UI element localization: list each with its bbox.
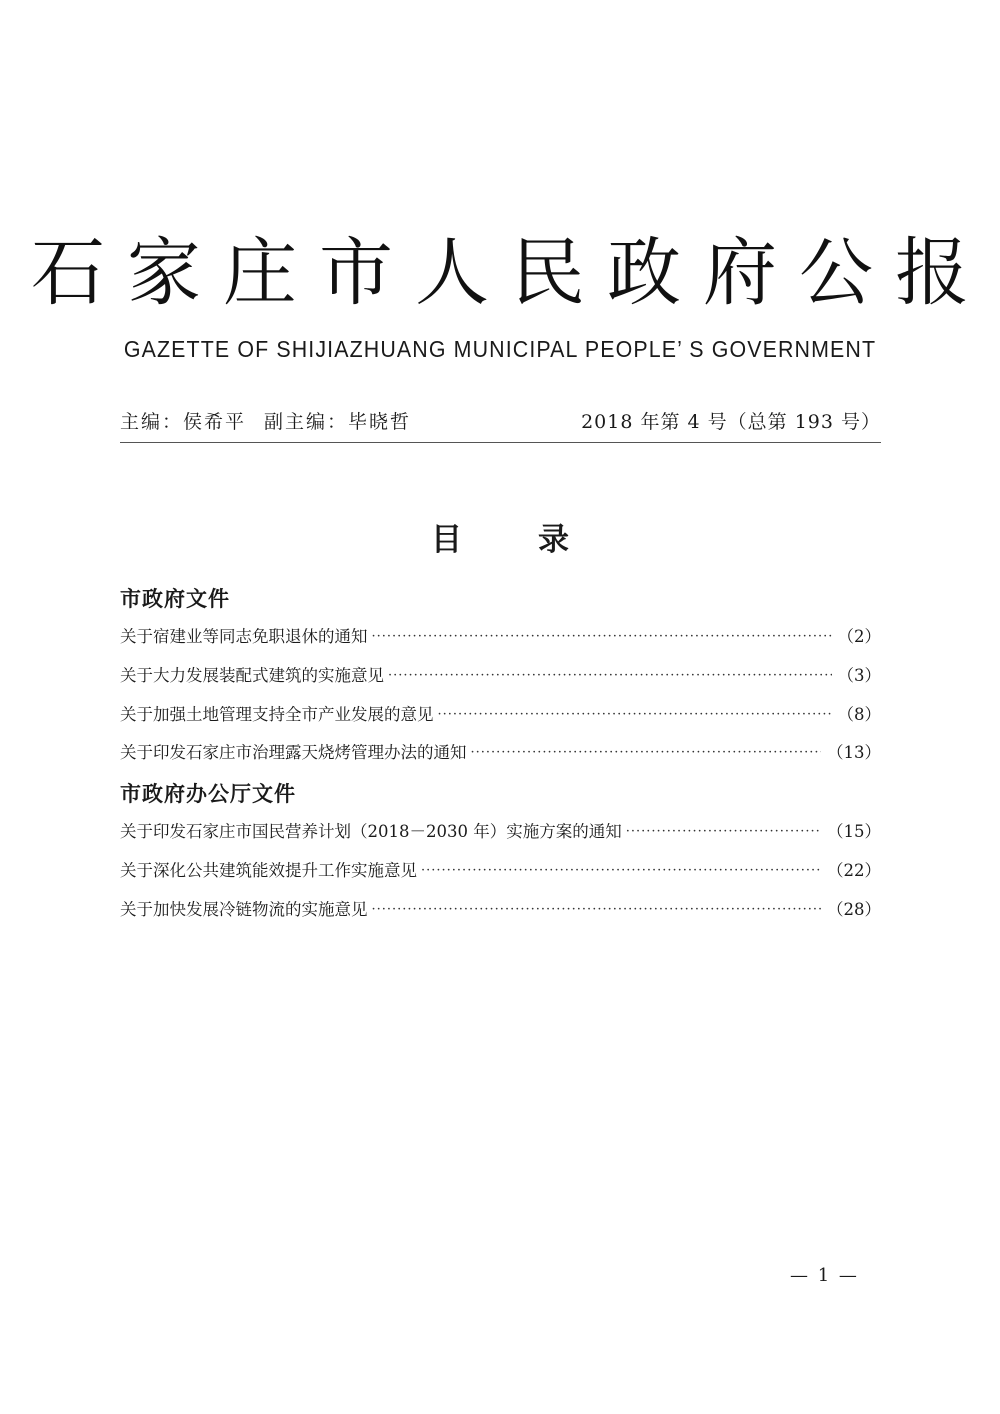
deputy-editor: 副主编：毕晓哲 (264, 411, 412, 433)
toc-entry[interactable] (120, 818, 881, 846)
toc-entry[interactable] (120, 896, 881, 924)
dot-leader (388, 662, 832, 690)
toc-heading-right: 录 (538, 522, 569, 558)
section-heading: 市政府文件 (120, 587, 230, 611)
toc-entry-page: （28） (827, 900, 881, 919)
toc-heading (0, 520, 1000, 560)
toc-heading-left: 目 (431, 522, 462, 558)
toc-entry-page: （22） (827, 861, 881, 880)
masthead-title: 石家庄市人民政府公报 (31, 230, 991, 316)
issue-number: 2018 年第 4 号（总第 193 号） (581, 411, 881, 433)
dot-leader (421, 857, 821, 885)
toc-entry-page: （2） (837, 627, 881, 646)
dot-leader (372, 623, 832, 651)
toc-entry-page: （8） (837, 705, 881, 724)
toc-entry-title: 关于加强土地管理支持全市产业发展的意见 (120, 705, 434, 724)
toc-entry-title: 关于加快发展冷链物流的实施意见 (120, 900, 368, 919)
section-heading: 市政府办公厅文件 (120, 782, 296, 806)
toc-entry[interactable] (120, 623, 881, 651)
toc-entry[interactable] (120, 739, 881, 767)
editors (120, 408, 411, 436)
issue-bar (120, 406, 881, 443)
toc-entry-page: （3） (837, 666, 881, 685)
chief-editor: 主编：侯希平 (120, 411, 247, 433)
toc-entry-title: 关于深化公共建筑能效提升工作实施意见 (120, 861, 417, 880)
dot-leader (626, 818, 821, 846)
toc-entry-page: （13） (827, 743, 881, 762)
dot-leader (471, 739, 822, 767)
dot-leader (372, 896, 822, 924)
toc-entry[interactable] (120, 857, 881, 885)
toc-entry-title: 关于大力发展装配式建筑的实施意见 (120, 666, 384, 685)
toc-entry[interactable] (120, 701, 881, 729)
toc-entry[interactable] (120, 662, 881, 690)
toc-entry-title: 关于印发石家庄市国民营养计划（2018－2030 年）实施方案的通知 (120, 822, 622, 841)
toc-entry-title: 关于宿建业等同志免职退休的通知 (120, 627, 368, 646)
dot-leader (438, 701, 832, 729)
masthead-subtitle: GAZETTE OF SHIJIAZHUANG MUNICIPAL PEOPLE’ S GOVERNMENT (123, 336, 877, 362)
toc-entry-page: （15） (827, 822, 881, 841)
toc-entry-title: 关于印发石家庄市治理露天烧烤管理办法的通知 (120, 743, 467, 762)
page-folio: — 1 — (790, 1265, 859, 1286)
